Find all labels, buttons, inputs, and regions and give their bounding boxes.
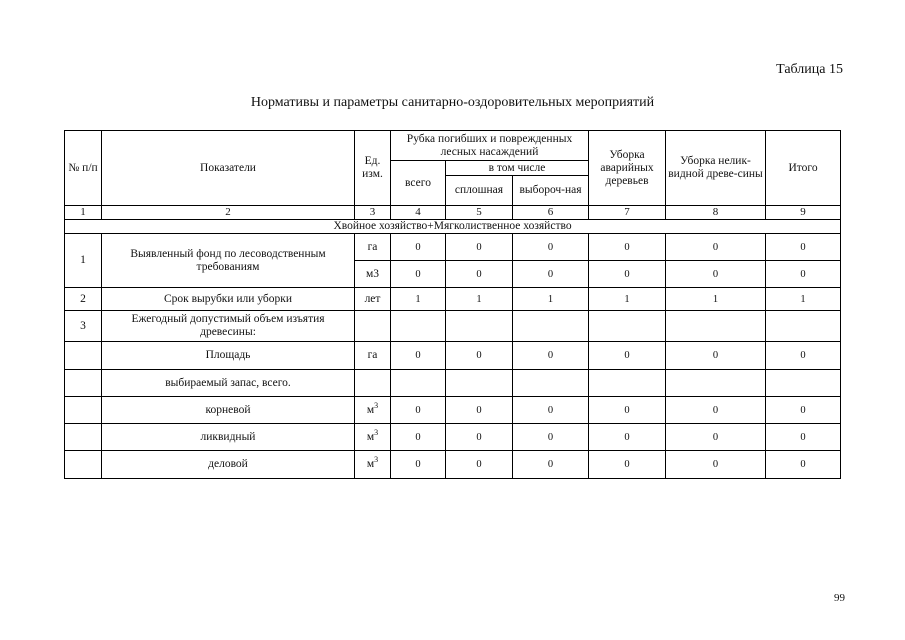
- header-nonliquid-wood: Уборка нелик-видной древе-сины: [666, 131, 766, 206]
- value-cell: 0: [589, 261, 666, 288]
- value-cell: 0: [513, 397, 589, 424]
- row-label: ликвидный: [102, 424, 355, 451]
- header-including: в том числе: [446, 161, 589, 176]
- column-number: 6: [513, 206, 589, 220]
- value-cell: 0: [446, 424, 513, 451]
- row-unit: [355, 311, 391, 342]
- row-label: Ежегодный допустимый объем изъятия древесины:: [102, 311, 355, 342]
- value-cell: [589, 370, 666, 397]
- unit-superscript: 3: [374, 455, 379, 465]
- header-felling-group: Рубка погибших и поврежденных лесных насаждений: [391, 131, 589, 161]
- row-number: [65, 451, 102, 479]
- value-cell: 0: [766, 261, 841, 288]
- table-label: Таблица 15: [776, 62, 843, 77]
- row-number: [65, 397, 102, 424]
- value-cell: 0: [666, 451, 766, 479]
- row-label: Площадь: [102, 342, 355, 370]
- row-label: Срок вырубки или уборки: [102, 288, 355, 311]
- row-label: выбираемый запас, всего.: [102, 370, 355, 397]
- value-cell: 0: [589, 234, 666, 261]
- value-cell: [666, 370, 766, 397]
- value-cell: 0: [513, 342, 589, 370]
- page-title: Нормативы и параметры санитарно-оздоровительных мероприятий: [250, 95, 655, 110]
- unit-text: м: [366, 458, 375, 470]
- value-cell: 0: [766, 342, 841, 370]
- page-number: 99: [834, 592, 845, 604]
- value-cell: 1: [513, 288, 589, 311]
- row-label: Выявленный фонд по лесоводственным требованиям: [102, 234, 355, 288]
- value-cell: 0: [666, 234, 766, 261]
- value-cell: 0: [446, 451, 513, 479]
- section-heading: Хвойное хозяйство+Мягколиственное хозяйство: [65, 220, 841, 234]
- unit-text: га: [367, 349, 378, 361]
- value-cell: 0: [589, 451, 666, 479]
- value-cell: 0: [766, 451, 841, 479]
- value-cell: 0: [391, 234, 446, 261]
- table-row: [65, 234, 841, 261]
- value-cell: [446, 370, 513, 397]
- unit-superscript: 3: [374, 400, 379, 410]
- value-cell: 0: [446, 342, 513, 370]
- row-unit: [355, 424, 391, 451]
- row-unit: [355, 288, 391, 311]
- header-clear-felling: сплошная: [446, 176, 513, 206]
- value-cell: [446, 311, 513, 342]
- value-cell: 1: [766, 288, 841, 311]
- value-cell: 0: [666, 261, 766, 288]
- value-cell: 0: [446, 397, 513, 424]
- row-label: деловой: [102, 451, 355, 479]
- row-unit: [355, 234, 391, 261]
- table-row: [65, 342, 841, 370]
- row-unit: [355, 370, 391, 397]
- value-cell: [589, 311, 666, 342]
- column-number: 3: [355, 206, 391, 220]
- value-cell: 0: [666, 342, 766, 370]
- row-label: корневой: [102, 397, 355, 424]
- unit-text: лет: [364, 292, 381, 305]
- header-num: № п/п: [65, 131, 102, 206]
- row-number: [65, 370, 102, 397]
- column-number: 9: [766, 206, 841, 220]
- value-cell: 0: [589, 397, 666, 424]
- unit-text: м3: [365, 267, 380, 280]
- row-unit: [355, 342, 391, 370]
- column-number: 1: [65, 206, 102, 220]
- value-cell: 1: [666, 288, 766, 311]
- header-total: Итого: [766, 131, 841, 206]
- value-cell: [513, 370, 589, 397]
- row-number: 2: [65, 288, 102, 311]
- value-cell: 1: [391, 288, 446, 311]
- norms-table: [64, 130, 841, 479]
- value-cell: 1: [589, 288, 666, 311]
- table-row: [65, 424, 841, 451]
- value-cell: [766, 370, 841, 397]
- row-number: 3: [65, 311, 102, 342]
- row-number: [65, 424, 102, 451]
- value-cell: 0: [766, 234, 841, 261]
- value-cell: 0: [391, 342, 446, 370]
- row-unit: [355, 397, 391, 424]
- header-all: всего: [391, 161, 446, 206]
- table-row: [65, 451, 841, 479]
- value-cell: 0: [513, 424, 589, 451]
- header-unit: Ед. изм.: [355, 131, 391, 206]
- value-cell: 0: [766, 424, 841, 451]
- row-unit: [355, 261, 391, 288]
- table-row: [65, 370, 841, 397]
- value-cell: 0: [666, 424, 766, 451]
- value-cell: 0: [446, 261, 513, 288]
- value-cell: [513, 311, 589, 342]
- unit-text: м: [366, 403, 375, 416]
- value-cell: 0: [666, 397, 766, 424]
- value-cell: 0: [513, 451, 589, 479]
- value-cell: 0: [391, 397, 446, 424]
- unit-text: м: [366, 430, 375, 443]
- column-number: 4: [391, 206, 446, 220]
- row-number: [65, 342, 102, 370]
- table-row: [65, 311, 841, 342]
- value-cell: [391, 311, 446, 342]
- table-row: [65, 397, 841, 424]
- header-indicators: Показатели: [102, 131, 355, 206]
- value-cell: 0: [513, 261, 589, 288]
- value-cell: 0: [391, 261, 446, 288]
- column-number: 8: [666, 206, 766, 220]
- value-cell: 0: [513, 234, 589, 261]
- row-unit: [355, 451, 391, 479]
- unit-text: га: [367, 240, 378, 253]
- column-number-row: [65, 206, 841, 220]
- unit-superscript: 3: [374, 427, 379, 437]
- column-number: 5: [446, 206, 513, 220]
- value-cell: 1: [446, 288, 513, 311]
- column-number: 2: [102, 206, 355, 220]
- value-cell: 0: [446, 234, 513, 261]
- value-cell: 0: [766, 397, 841, 424]
- header-emergency-trees: Уборка аварийных деревьев: [589, 131, 666, 206]
- value-cell: [766, 311, 841, 342]
- row-number: 1: [65, 234, 102, 288]
- value-cell: [391, 370, 446, 397]
- header-selective-felling: выбороч-ная: [513, 176, 589, 206]
- value-cell: 0: [391, 424, 446, 451]
- column-number: 7: [589, 206, 666, 220]
- value-cell: [666, 311, 766, 342]
- table-row: [65, 288, 841, 311]
- value-cell: 0: [391, 451, 446, 479]
- value-cell: 0: [589, 424, 666, 451]
- value-cell: 0: [589, 342, 666, 370]
